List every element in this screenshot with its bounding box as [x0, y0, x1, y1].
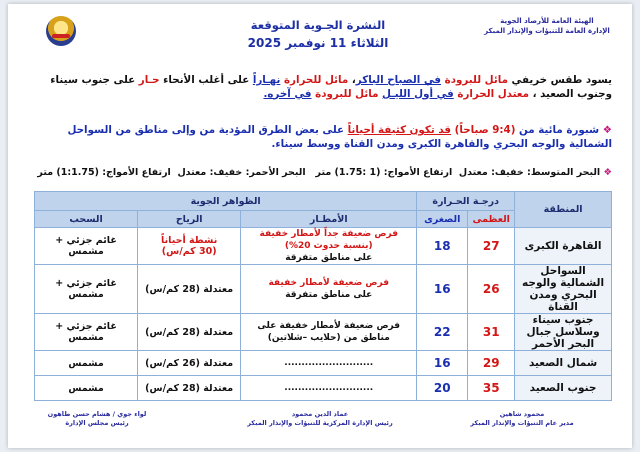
fog-warning	[30, 124, 612, 151]
summary-part: على أغلب الأنحاء	[163, 74, 250, 86]
clouds-cell: غائم جزئي + مشمس	[35, 314, 138, 351]
sea-red-waves: ارتفاع الأمواج: (1:1.75) متر	[37, 167, 171, 178]
table-row	[35, 314, 612, 351]
min-temp-cell: 20	[417, 376, 468, 401]
rain-cell: ..........................	[241, 351, 417, 376]
table-row	[35, 351, 612, 376]
authority-logo-icon	[46, 16, 76, 46]
region-cell: السواحل الشمالية والوجه البحري ومدن القناة	[515, 265, 612, 314]
clouds-cell: مشمس	[35, 351, 138, 376]
sea-state	[30, 166, 612, 180]
diamond-bullet-icon: ❖	[602, 124, 612, 136]
signature-name: عماد الدين محمود	[291, 410, 349, 418]
table-row	[35, 376, 612, 401]
header-temperature: درجـة الحـرارة	[417, 192, 515, 211]
signature-name: لواء جوي / هشام حسن طاهون	[47, 410, 147, 418]
region-cell: جنوب الصعيد	[515, 376, 612, 401]
rain-cell: ..........................	[241, 376, 417, 401]
org-line-1: الهيئة العامة للأرصاد الجوية	[500, 17, 594, 25]
wind-cell	[138, 228, 241, 265]
summary-part: في آخره.	[263, 87, 312, 100]
rain-area: على مناطق متفرقة	[285, 253, 373, 263]
min-temp-cell: 22	[417, 314, 468, 351]
organization-header	[472, 16, 622, 36]
min-temp-cell: 16	[417, 351, 468, 376]
summary-part: في الصباح الباكر	[355, 74, 442, 86]
wind-cell: معتدلة (28 كم/س)	[138, 314, 241, 351]
wind-note: نشطة أحياناً	[161, 235, 218, 246]
sea-mediterranean-waves: ارتفاع الأمواج: (1 :1.75) متر	[315, 167, 453, 178]
signature-title: رئيس مجلس الإدارة	[65, 419, 129, 427]
table-header-row	[35, 192, 612, 211]
rain-area: على مناطق متفرقة	[285, 290, 373, 300]
table-row	[35, 228, 612, 265]
clouds-cell: غائم جزئي + مشمس	[35, 265, 138, 314]
max-temp-cell: 27	[468, 228, 515, 265]
max-temp-cell: 35	[468, 376, 515, 401]
signature-2	[240, 410, 400, 428]
region-cell: جنوب سيناء وسلاسل جبال البحر الأحمر	[515, 314, 612, 351]
fog-part: (9:4 صباحاً)	[454, 124, 516, 136]
wind-speed: (30 كم/س)	[161, 246, 217, 257]
sea-red: البحر الأحمر: خفيف: معتدل	[177, 167, 306, 178]
summary-part: حـار	[138, 74, 160, 86]
rain-cell: فرص ضعيفة لأمطار خفيفة على مناطق من (حلايب –شلاتين)	[241, 314, 417, 351]
weather-summary	[30, 74, 612, 101]
region-cell: القاهرة الكبرى	[515, 228, 612, 265]
wind-cell: معتدلة (28 كم/س)	[138, 265, 241, 314]
rain-chance: فرص ضعيفة جداً لأمطار خفيفة (بنسبة حدوث 20%)	[259, 229, 398, 251]
fog-part: شبورة مائية من	[519, 124, 600, 136]
summary-part: نهـاراً	[252, 74, 281, 86]
fog-part: قد تكون كثيفة أحياناً	[347, 124, 452, 136]
header-min: الصغرى	[417, 211, 468, 228]
header-region: المنطقة	[515, 192, 612, 228]
summary-part: في أول الليـل	[382, 87, 454, 100]
header-wind: الرياح	[138, 211, 241, 228]
clouds-cell: مشمس	[35, 376, 138, 401]
bulletin-date: الثلاثاء 11 نوفمبر 2025	[247, 36, 389, 50]
signature-title: مدير عام التنبؤات والإنذار المبكر	[470, 419, 574, 427]
header-rain: الأمطـار	[241, 211, 417, 228]
max-temp-cell: 31	[468, 314, 515, 351]
signature-name: محمود شاهين	[499, 410, 545, 418]
summary-part: مائل للبرودة	[444, 74, 508, 86]
diamond-bullet-icon: ❖	[603, 167, 612, 178]
summary-part: على جنوب سيناء وجنوب الصعيد ،	[50, 74, 612, 100]
min-temp-cell: 18	[417, 228, 468, 265]
sea-mediterranean: البحر المتوسط: خفيف: معتدل	[458, 167, 601, 178]
max-temp-cell: 29	[468, 351, 515, 376]
clouds-cell: غائم جزئي + مشمس	[35, 228, 138, 265]
rain-cell	[241, 228, 417, 265]
header-phenomena: الظواهر الجوية	[35, 192, 417, 211]
header-max: العظمى	[468, 211, 515, 228]
summary-part: مائل للحرارة	[283, 74, 349, 86]
fog-part: على بعض الطرق المؤدية من وإلى مناطق من السواحل الشمالية والوجه البحري والقاهرة الكبرى ومدن القناة ووسط سيناء.	[67, 124, 612, 150]
bulletin-title: النشرة الجـوية المتوقعة	[250, 18, 386, 32]
table-row	[35, 265, 612, 314]
header-clouds: السحب	[35, 211, 138, 228]
rain-cell	[241, 265, 417, 314]
summary-part: ،	[351, 74, 356, 86]
region-cell: شمال الصعيد	[515, 351, 612, 376]
summary-part: معتدل الحرارة	[457, 87, 529, 100]
summary-part: مائل للبرودة	[315, 87, 379, 100]
summary-part: يسود طقس خريفي	[511, 74, 612, 86]
max-temp-cell: 26	[468, 265, 515, 314]
org-line-2: الإدارة العامة للتنبؤات والإنذار المبكر	[484, 27, 610, 35]
forecast-table	[34, 191, 612, 401]
bulletin-page	[8, 4, 632, 448]
wind-cell: معتدلة (26 كم/س)	[138, 351, 241, 376]
signature-3	[32, 410, 162, 428]
signature-1	[452, 410, 592, 428]
signature-title: رئيس الإدارة المركزية للتنبؤات والإنذار المبكر	[247, 419, 393, 427]
wind-cell: معتدلة (28 كم/س)	[138, 376, 241, 401]
rain-chance: فرص ضعيفة لأمطار خفيفة	[268, 278, 390, 288]
min-temp-cell: 16	[417, 265, 468, 314]
